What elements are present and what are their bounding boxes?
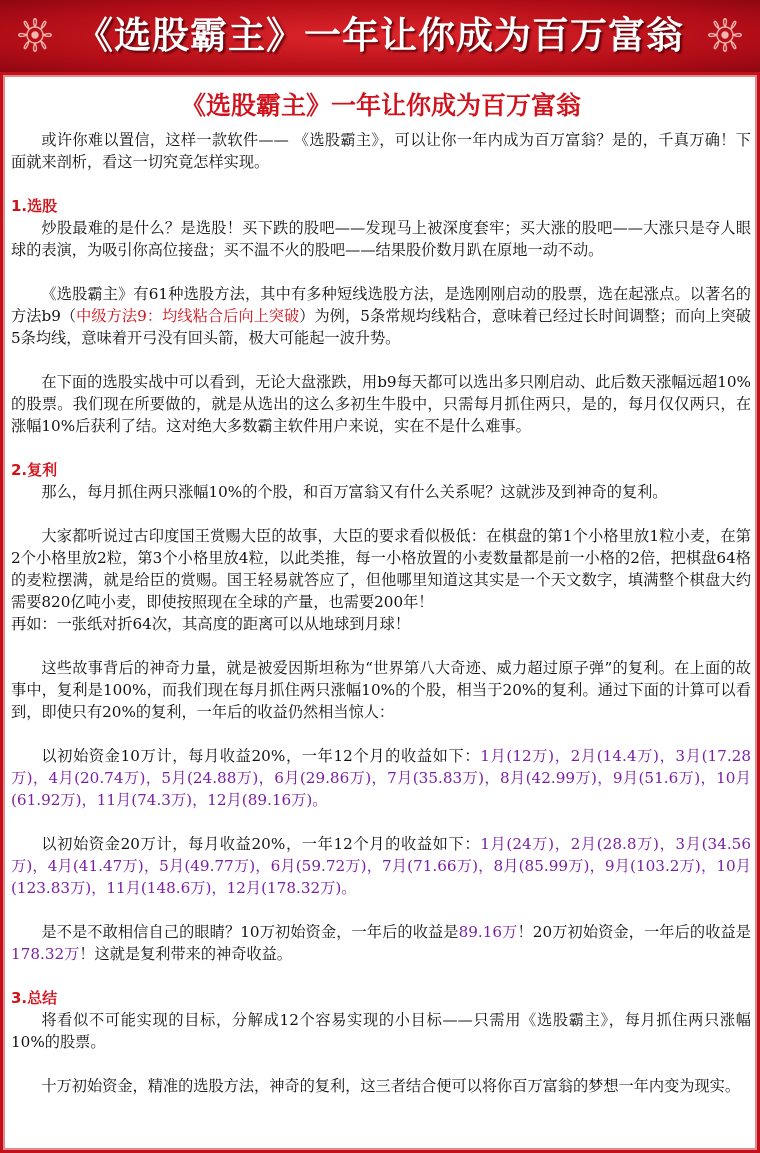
highlight-method: 中级方法9：均线粘合后向上突破: [76, 307, 300, 325]
section2-paragraph-1: 那么，每月抓住两只涨幅10%的个股，和百万富翁又有什么关系呢？这就涉及到神奇的复利。: [41, 483, 668, 501]
section-title-2: 2.复利: [11, 461, 58, 479]
calc-10w-months: 1月(12万)，2月(14.4万)，3月(17.28万)，4月(20.74万)，5月(24.88万)，6月(29.86万)，7月(35.83万)，8月(42.99万)，9月(51.6万)，10月(61.92万)，11月(74.3万)，12月(89.16万)。: [11, 747, 751, 809]
section2-paragraph-2: 大家都听说过古印度国王赏赐大臣的故事，大臣的要求看似极低：在棋盘的第1个小格里放1粒小麦，在第2个小格里放2粒，第3个小格里放4粒，以此类推，每一小格放置的小麦数量都是前一小格的2倍，把棋盘64格的麦粒摆满，就是给臣的赏赐。国王轻易就答应了，但他哪里知道这其实是一个天文数字，填满整个棋盘大约需要820亿吨小麦，即使按照现在全球的产量，也需要200年！: [11, 527, 751, 611]
top-banner: [0, 0, 760, 72]
section3-paragraph-2: 十万初始资金，精准的选股方法，神奇的复利，这三者结合便可以将你百万富翁的梦想一年内变为现实。: [41, 1077, 741, 1095]
section1-paragraph-3: 在下面的选股实战中可以看到，无论大盘涨跌，用b9每天都可以选出多只刚启动、此后数天涨幅远超10%的股票。我们现在所要做的，就是从选出的这么多初生牛股中，只需每月抓住两只，是的，每月仅仅两只，在涨幅10%后获利了结。这对绝大多数霸主软件用户来说，实在不是什么难事。: [11, 373, 751, 435]
section1-paragraph-2: 《选股霸主》有61种选股方法，其中有多种短线选股方法，是选刚刚启动的股票，选在起涨点。以著名的方法b9（中级方法9：均线粘合后向上突破）为例，5条常规均线粘合，意味着已经过长时间调整；而向上突破5条均线，意味着开弓没有回头箭，极大可能起一波升势。: [11, 285, 751, 347]
section-title-1: 1.选股: [11, 197, 58, 215]
result-10w: 89.16万: [458, 923, 518, 941]
banner-title: 《选股霸主》一年让你成为百万富翁: [76, 14, 684, 57]
section2-paragraph-2b: 再如：一张纸对折64次，其高度的距离可以从地球到月球！: [11, 615, 411, 633]
article-body: [11, 89, 751, 1097]
section2-paragraph-4: 是不是不敢相信自己的眼睛？10万初始资金，一年后的收益是89.16万！20万初始资金，一年后的收益是178.32万！这就是复利带来的神奇收益。: [11, 923, 751, 963]
calc-20w-months: 1月(24万)，2月(28.8万)，3月(34.56万)，4月(41.47万)，5月(49.77万)，6月(59.72万)，7月(71.66万)，8月(85.99万)，9月(103.2万)，10月(123.83万)，11月(148.6万)，12月(178.32万)。: [11, 835, 751, 897]
intro-paragraph: 或许你难以置信，这样一款软件—— 《选股霸主》，可以让你一年内成为百万富翁？是的，千真万确！下面就来剖析，看这一切究竟怎样实现。: [11, 131, 751, 171]
section1-paragraph-1: 炒股最难的是什么？是选股！买下跌的股吧——发现马上被深度套牢；买大涨的股吧——大涨只是夺人眼球的表演，为吸引你高位接盘；买不温不火的股吧——结果股价数月趴在原地一动不动。: [11, 219, 751, 259]
calc-10w: 以初始资金10万计，每月收益20%，一年12个月的收益如下：1月(12万)，2月(14.4万)，3月(17.28万)，4月(20.74万)，5月(24.88万)，6月(29.86万)，7月(35.83万)，8月(42.99万)，9月(51.6万)，10月(61.92万)，11月(74.3万)，12月(89.16万)。: [11, 747, 751, 809]
article-heading: 《选股霸主》一年让你成为百万富翁: [180, 91, 581, 120]
section2-paragraph-3: 这些故事背后的神奇力量，就是被爱因斯坦称为“世界第八大奇迹、威力超过原子弹”的复利。在上面的故事中，复利是100%，而我们现在每月抓住两只涨幅10%的个股，相当于20%的复利。通过下面的计算可以看到，即使只有20%的复利，一年后的收益仍然相当惊人：: [11, 659, 751, 721]
section3-paragraph-1: 将看似不可能实现的目标，分解成12个容易实现的小目标——只需用《选股霸主》，每月抓住两只涨幅10%的股票。: [11, 1011, 751, 1051]
section-title-3: 3.总结: [11, 989, 58, 1007]
flower-ornament-icon: [694, 4, 756, 66]
article-panel: [3, 75, 757, 1150]
result-20w: 178.32万: [11, 945, 80, 963]
calc-20w: 以初始资金20万计，每月收益20%，一年12个月的收益如下：1月(24万)，2月(28.8万)，3月(34.56万)，4月(41.47万)，5月(49.77万)，6月(59.72万)，7月(71.66万)，8月(85.99万)，9月(103.2万)，10月(123.83万)，11月(148.6万)，12月(178.32万)。: [11, 835, 751, 897]
